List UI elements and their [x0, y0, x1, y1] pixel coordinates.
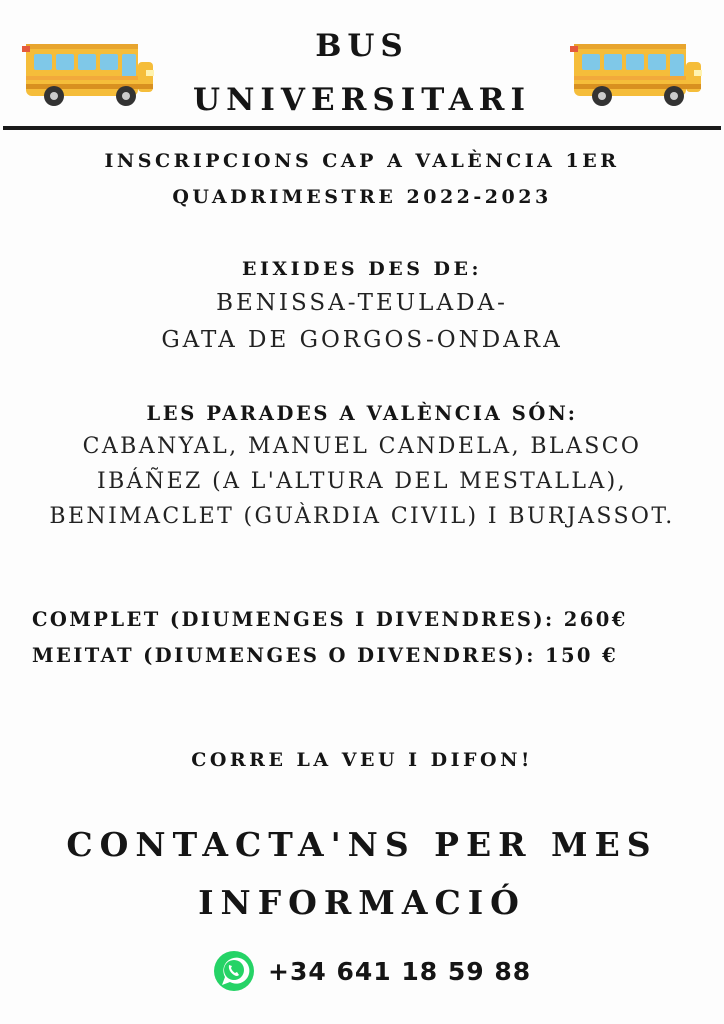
- departures-line-2: GATA DE GORGOS-ONDARA: [161, 327, 563, 353]
- title-line-1: BUS: [315, 28, 409, 64]
- departures-line-1: BENISSA-TEULADA-: [216, 290, 508, 316]
- stops-line-1: CABANYAL, MANUEL CANDELA, BLASCO: [82, 434, 642, 459]
- phone-number[interactable]: +34 641 18 59 88: [268, 956, 532, 986]
- slogan: CORRE LA VEU I DIFON!: [191, 749, 533, 771]
- subtitle-line-1: INSCRIPCIONS CAP A VALÈNCIA 1ER: [104, 150, 620, 172]
- price-full: COMPLET (DIUMENGES I DIVENDRES): 260€: [32, 608, 628, 631]
- subtitle-line-2: QUADRIMESTRE 2022-2023: [172, 186, 552, 208]
- departures-heading: EIXIDES DES DE:: [241, 258, 483, 280]
- price-half: MEITAT (DIUMENGES O DIVENDRES): 150 €: [32, 644, 619, 667]
- whatsapp-icon: [212, 949, 256, 993]
- title-line-2: UNIVERSITARI: [193, 82, 531, 118]
- stops-heading: LES PARADES A VALÈNCIA SÓN:: [146, 402, 578, 425]
- phone-contact[interactable]: [212, 948, 531, 994]
- contact-line-2: INFORMACIÓ: [198, 883, 526, 922]
- title-divider: [3, 126, 721, 130]
- contact-line-1: CONTACTA'NS PER MES: [66, 825, 658, 864]
- stops-line-3: BENIMACLET (GUÀRDIA CIVIL) I BURJASSOT.: [49, 504, 675, 529]
- stops-line-2: IBÁÑEZ (A L'ALTURA DEL MESTALLA),: [96, 469, 628, 494]
